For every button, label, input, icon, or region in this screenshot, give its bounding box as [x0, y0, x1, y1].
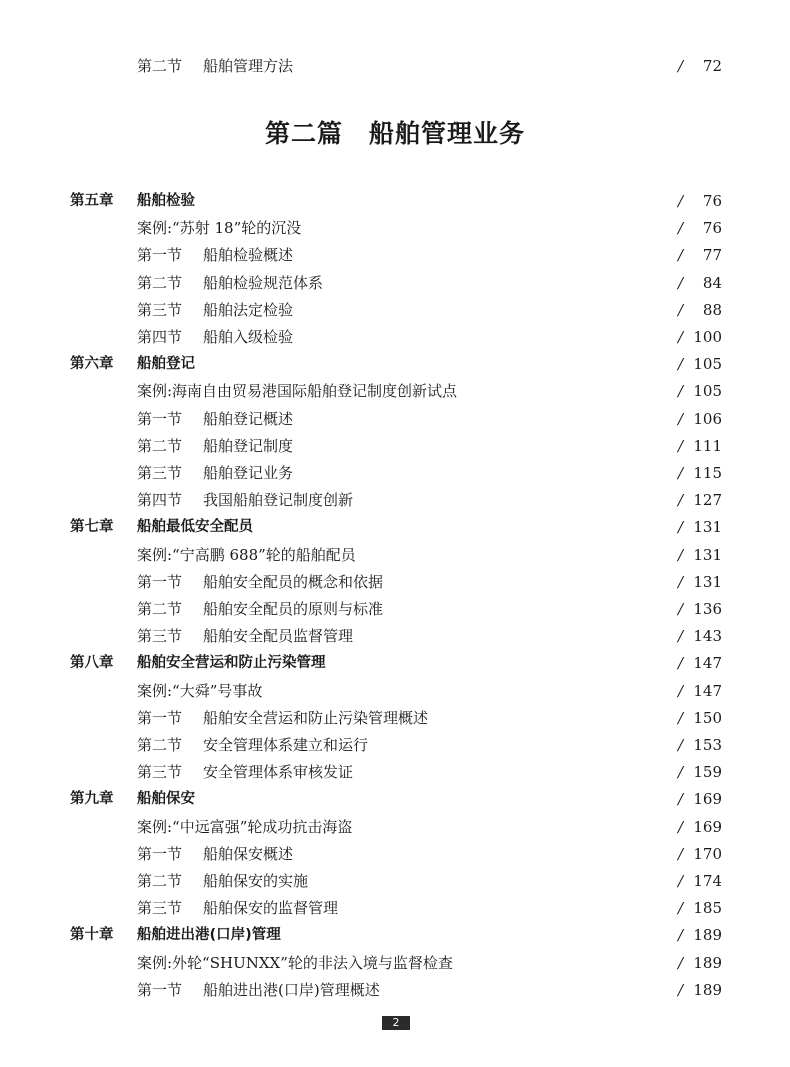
page-separator: /	[678, 654, 684, 673]
section-title: 船舶检验概述	[203, 246, 294, 265]
page-separator: /	[678, 980, 684, 999]
toc-section-entry[interactable]	[0, 324, 790, 351]
chapter-title: 船舶检验	[137, 193, 195, 209]
toc-section-entry[interactable]	[0, 406, 790, 433]
page-separator: /	[678, 708, 684, 727]
page-number: 77	[702, 246, 722, 265]
page-number: 136	[693, 600, 722, 618]
toc-chapter-entry[interactable]	[0, 514, 790, 541]
section-label: 第二节	[137, 872, 183, 890]
page-separator: /	[678, 953, 684, 972]
page-separator: /	[678, 355, 684, 374]
toc-section-entry[interactable]	[0, 242, 790, 269]
section-title: 船舶保安概述	[203, 844, 294, 863]
section-label: 第四节	[137, 328, 183, 346]
chapter-label: 第六章	[70, 356, 114, 373]
toc-section-entry[interactable]	[0, 297, 790, 324]
toc-case-entry[interactable]	[0, 542, 790, 569]
page-number: 169	[693, 817, 722, 836]
toc-section-entry[interactable]	[0, 841, 790, 868]
section-title: 船舶进出港(口岸)管理概述	[203, 980, 380, 999]
page-number: 185	[693, 899, 722, 918]
page-separator: /	[678, 817, 684, 836]
page-separator: /	[678, 382, 684, 401]
section-label: 第二节	[137, 436, 183, 455]
page-number: 169	[693, 790, 722, 809]
section-label: 第二节	[137, 57, 183, 75]
chapter-title: 船舶最低安全配员	[137, 519, 253, 536]
toc-section-entry[interactable]	[0, 977, 790, 1004]
toc-chapter-entry[interactable]	[0, 922, 790, 949]
toc-section-entry[interactable]	[0, 895, 790, 922]
page-separator: /	[678, 219, 684, 238]
page-separator: /	[678, 273, 684, 292]
toc-chapter-entry[interactable]	[0, 786, 790, 813]
chapter-title: 船舶进出港(口岸)管理	[137, 927, 281, 944]
section-title: 船舶登记概述	[203, 409, 294, 428]
section-title: 我国船舶登记制度创新	[203, 491, 354, 510]
section-label: 第一节	[137, 980, 183, 999]
page-separator: /	[678, 872, 684, 890]
page-separator: /	[678, 409, 684, 428]
toc-chapter-entry[interactable]	[0, 351, 790, 378]
section-title: 船舶入级检验	[203, 328, 294, 346]
page-number: 153	[693, 736, 722, 754]
case-title: 案例:“宁高鹏 688”轮的船舶配员	[137, 545, 356, 564]
section-title: 安全管理体系审核发证	[203, 763, 354, 782]
toc-case-entry[interactable]	[0, 678, 790, 705]
page-number: 131	[693, 545, 722, 564]
part-title: 第二篇 船舶管理业务	[264, 119, 525, 148]
section-title: 船舶法定检验	[203, 300, 294, 319]
section-title: 船舶安全营运和防止污染管理概述	[203, 708, 429, 727]
chapter-label: 第八章	[70, 655, 114, 672]
page-number: 174	[693, 872, 722, 890]
page-separator: /	[678, 627, 684, 646]
chapter-title: 船舶登记	[137, 356, 195, 373]
toc-section-entry[interactable]	[0, 596, 790, 623]
toc-chapter-entry[interactable]	[0, 188, 790, 215]
section-title: 船舶登记业务	[203, 464, 294, 482]
page-number: 189	[693, 980, 722, 999]
page-number: 105	[693, 382, 722, 401]
case-title: 案例:“大舜”号事故	[137, 681, 263, 700]
section-title: 安全管理体系建立和运行	[203, 736, 369, 754]
page-separator: /	[678, 790, 684, 809]
page-number: 170	[693, 844, 722, 863]
toc-section-entry[interactable]	[0, 569, 790, 596]
chapter-label: 第五章	[70, 193, 114, 209]
section-title: 船舶安全配员的原则与标准	[203, 600, 384, 618]
section-title: 船舶登记制度	[203, 436, 294, 455]
page-number: 189	[693, 926, 722, 945]
case-title: 案例:“中远富强”轮成功抗击海盗	[137, 817, 353, 836]
toc-section-entry[interactable]	[0, 460, 790, 487]
toc-section-entry[interactable]	[0, 623, 790, 650]
page-number: 84	[702, 273, 722, 292]
toc-top-entry[interactable]	[0, 53, 790, 80]
section-title: 船舶保安的实施	[203, 872, 309, 890]
section-title: 船舶安全配员的概念和依据	[203, 572, 384, 591]
page-separator: /	[678, 57, 684, 75]
page-number: 127	[693, 491, 722, 510]
page-separator: /	[678, 518, 684, 537]
section-label: 第三节	[137, 464, 183, 482]
page-separator: /	[678, 328, 684, 346]
chapter-label: 第七章	[70, 519, 114, 536]
toc-section-entry[interactable]	[0, 732, 790, 759]
chapter-title: 船舶保安	[137, 791, 195, 808]
page-number: 189	[693, 953, 722, 972]
page-separator: /	[678, 763, 684, 782]
page-separator: /	[678, 300, 684, 319]
toc-section-entry[interactable]	[0, 487, 790, 514]
page-separator: /	[678, 926, 684, 945]
page-number: 105	[693, 355, 722, 374]
toc-section-entry[interactable]	[0, 868, 790, 895]
footer-page-number: 2	[382, 1016, 410, 1030]
case-title: 案例:“苏射 18”轮的沉没	[137, 219, 302, 238]
section-label: 第三节	[137, 627, 183, 646]
section-label: 第一节	[137, 246, 183, 265]
page-number: 115	[693, 464, 722, 482]
chapter-label: 第十章	[70, 927, 114, 944]
section-label: 第二节	[137, 273, 183, 292]
page-number: 76	[702, 219, 722, 238]
page-number: 131	[693, 572, 722, 591]
toc-section-entry[interactable]	[0, 270, 790, 297]
section-label: 第一节	[137, 708, 183, 727]
section-label: 第一节	[137, 844, 183, 863]
toc-section-entry[interactable]	[0, 705, 790, 732]
section-title: 船舶管理方法	[203, 57, 294, 75]
section-label: 第一节	[137, 409, 183, 428]
page-number: 72	[702, 57, 722, 75]
page-number: 150	[693, 708, 722, 727]
page-separator: /	[678, 491, 684, 510]
section-title: 船舶安全配员监督管理	[203, 627, 354, 646]
section-title: 船舶保安的监督管理	[203, 899, 339, 918]
page-separator: /	[678, 545, 684, 564]
page-number: 159	[693, 763, 722, 782]
page-separator: /	[678, 464, 684, 482]
section-label: 第三节	[137, 300, 183, 319]
toc-case-entry[interactable]	[0, 378, 790, 405]
section-label: 第四节	[137, 491, 183, 510]
page-number: 111	[693, 436, 722, 455]
page-separator: /	[678, 246, 684, 265]
page-separator: /	[678, 681, 684, 700]
page-number: 147	[693, 654, 722, 673]
page-number: 100	[693, 328, 722, 346]
page-separator: /	[678, 844, 684, 863]
case-title: 案例:海南自由贸易港国际船舶登记制度创新试点	[137, 382, 458, 401]
section-label: 第一节	[137, 572, 183, 591]
page-separator: /	[678, 736, 684, 754]
page-number: 106	[693, 409, 722, 428]
section-label: 第三节	[137, 763, 183, 782]
case-title: 案例:外轮“SHUNXX”轮的非法入境与监督检查	[137, 953, 453, 972]
chapter-label: 第九章	[70, 791, 114, 808]
toc-case-entry[interactable]	[0, 215, 790, 242]
section-label: 第三节	[137, 899, 183, 918]
toc-section-entry[interactable]	[0, 759, 790, 786]
page-number: 88	[702, 300, 722, 319]
page-separator: /	[678, 899, 684, 918]
section-title: 船舶检验规范体系	[203, 273, 324, 292]
toc-section-entry[interactable]	[0, 433, 790, 460]
page-number: 131	[693, 518, 722, 537]
toc-case-entry[interactable]	[0, 814, 790, 841]
toc-chapter-entry[interactable]	[0, 650, 790, 677]
section-label: 第二节	[137, 600, 183, 618]
page-separator: /	[678, 572, 684, 591]
page-number: 147	[693, 681, 722, 700]
chapter-title: 船舶安全营运和防止污染管理	[137, 655, 326, 672]
page-number: 143	[693, 627, 722, 646]
page-separator: /	[678, 600, 684, 618]
page-number: 76	[702, 192, 722, 210]
page-separator: /	[678, 192, 684, 210]
section-label: 第二节	[137, 736, 183, 754]
toc-case-entry[interactable]	[0, 950, 790, 977]
page-separator: /	[678, 436, 684, 455]
